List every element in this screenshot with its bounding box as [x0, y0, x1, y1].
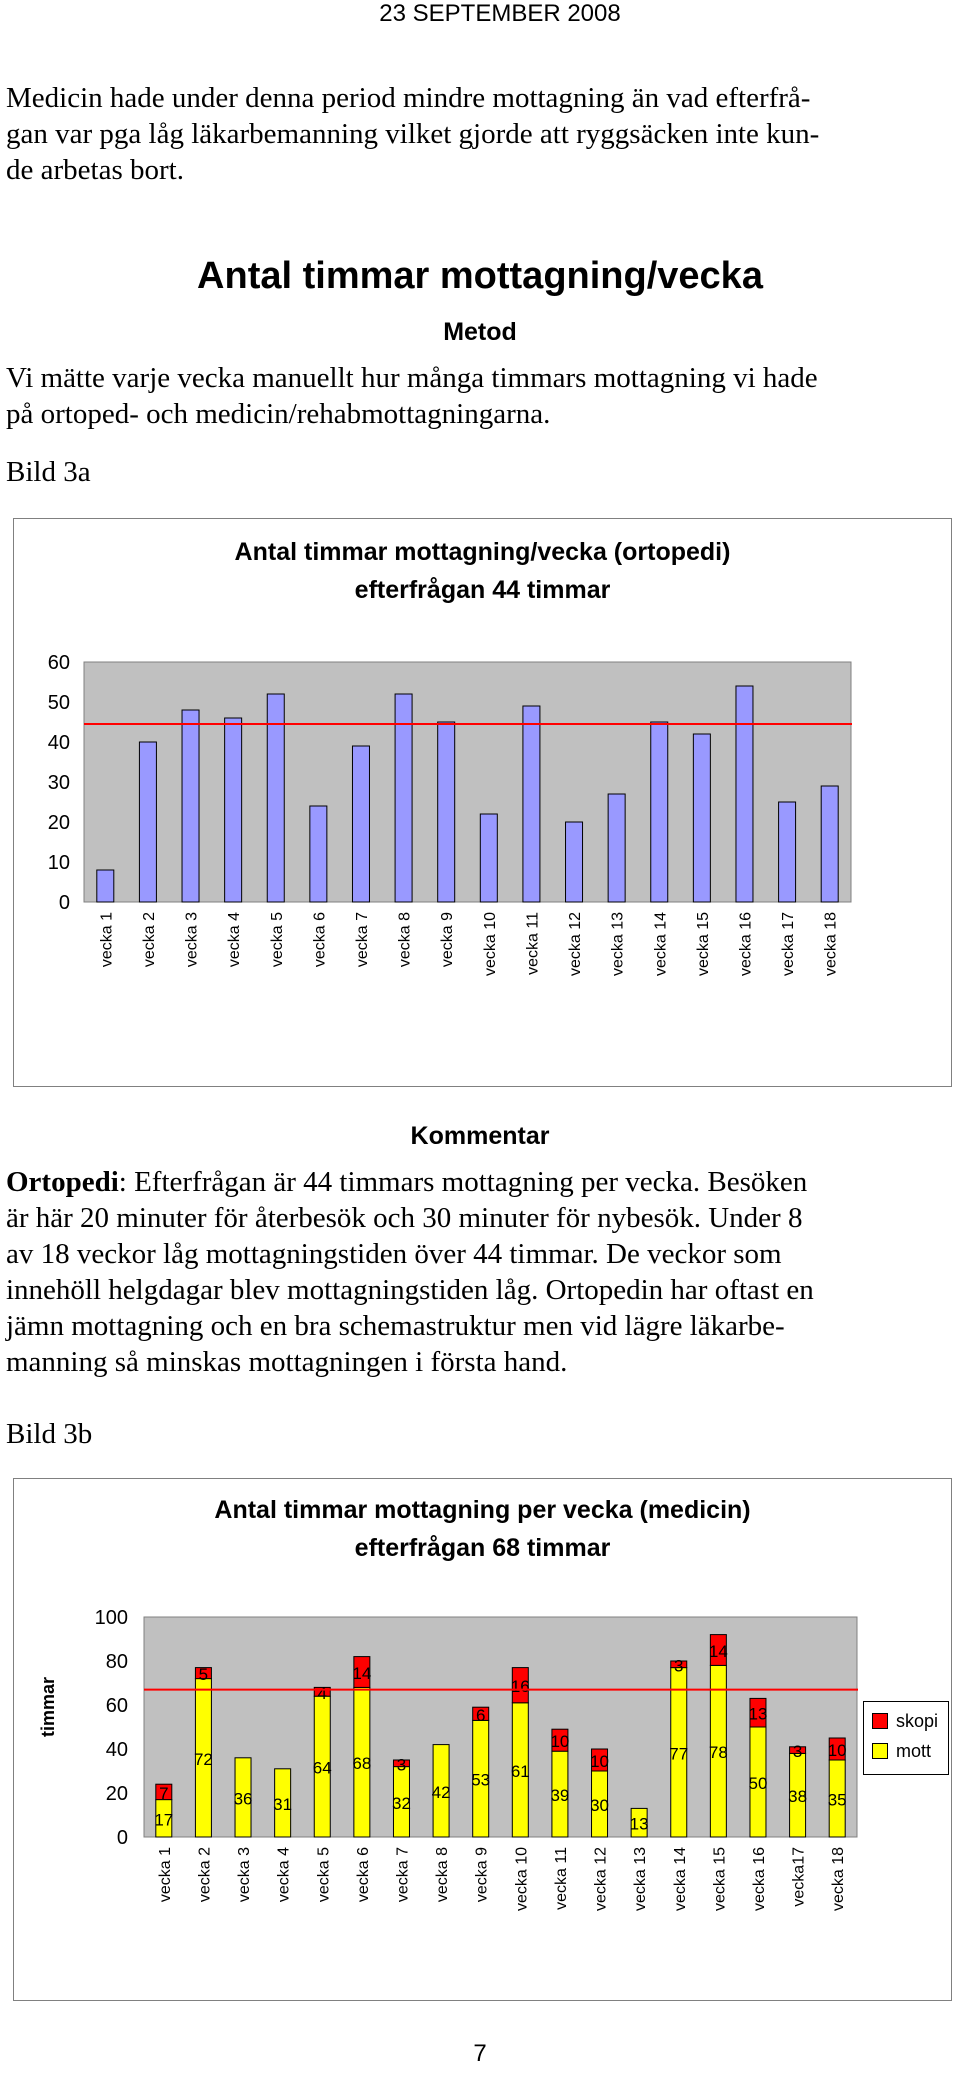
- x-tick-label: vecka 6: [311, 912, 329, 968]
- x-tick-label: vecka 16: [737, 912, 755, 977]
- y-tick-label: 10: [47, 852, 70, 874]
- intro-line: Medicin hade under denna period mindre mottagning än vad efterfrå-: [6, 82, 811, 114]
- legend-label-skopi: skopi: [896, 1710, 939, 1731]
- data-label-mott: 42: [431, 1782, 451, 1802]
- x-tick-label: vecka 10: [481, 912, 499, 977]
- data-label-skopi: 6: [475, 1705, 486, 1725]
- method-line: på ortoped- och medicin/rehabmottagningarna.: [6, 398, 551, 430]
- section-title: Antal timmar mottagning/vecka: [197, 255, 763, 297]
- data-label-mott: 39: [550, 1786, 570, 1806]
- bar: [480, 814, 497, 902]
- comment-line-1: [6, 1164, 956, 1200]
- x-tick-label: vecka 17: [780, 912, 798, 977]
- comment-line: innehöll helgdagar blev mottagningstiden låg. Ortopedin har oftast en: [6, 1274, 814, 1306]
- legend-swatch-mott: [872, 1743, 888, 1759]
- bar: [523, 706, 540, 902]
- bar: [352, 746, 369, 902]
- x-tick-label: vecka 15: [711, 1847, 729, 1912]
- data-label-skopi: 14: [352, 1664, 372, 1683]
- comment-line: jämn mottagning och en bra schemastruktur men vid lägre läkarbe-: [6, 1310, 785, 1342]
- x-tick-label: vecka 6: [354, 1847, 372, 1903]
- x-tick-label: vecka 14: [671, 1847, 689, 1912]
- x-tick-label: vecka 5: [268, 912, 286, 968]
- data-label-mott: 35: [827, 1790, 847, 1810]
- data-label-skopi: 10: [827, 1741, 847, 1760]
- data-label-skopi: 16: [510, 1677, 530, 1697]
- x-tick-label: vecka 10: [513, 1847, 531, 1912]
- bar: [97, 870, 114, 902]
- data-label-skopi: 14: [708, 1642, 728, 1661]
- bar: [225, 718, 242, 902]
- figure-label-3b: Bild 3b: [6, 1418, 93, 1450]
- chart-title-line1: Antal timmar mottagning per vecka (medicin): [214, 1496, 751, 1524]
- x-tick-label: vecka 9: [439, 912, 457, 968]
- bar: [395, 694, 412, 902]
- legend-item-skopi: [864, 1706, 948, 1736]
- data-label-skopi: 7: [159, 1783, 169, 1803]
- x-tick-label: vecka 18: [830, 1847, 848, 1912]
- y-tick-label: 20: [105, 1783, 128, 1805]
- bar: [438, 722, 455, 902]
- data-label-skopi: 5: [198, 1665, 209, 1685]
- y-tick-label: 40: [47, 732, 70, 754]
- comment-line: av 18 veckor låg mottagningstiden över 44 timmar. De veckor som: [6, 1238, 782, 1270]
- x-tick-label: vecka 13: [609, 912, 627, 977]
- x-tick-label: vecka 18: [822, 912, 840, 977]
- data-label-skopi: 13: [748, 1704, 768, 1724]
- data-label-mott: 77: [669, 1744, 689, 1764]
- bar: [139, 742, 156, 902]
- data-label-mott: 30: [590, 1796, 609, 1815]
- comment-line: är här 20 minuter för återbesök och 30 minuter för nybesök. Under 8: [6, 1202, 803, 1234]
- data-label-skopi: 10: [590, 1752, 609, 1771]
- bar: [182, 710, 199, 902]
- bar: [693, 734, 710, 902]
- chart-medicin: [13, 1478, 952, 2001]
- chart-title-line1: Antal timmar mottagning/vecka (ortopedi): [234, 538, 731, 566]
- legend-item-mott: [864, 1736, 948, 1766]
- y-tick-label: 50: [47, 692, 70, 714]
- data-label-mott: 17: [154, 1810, 174, 1830]
- x-tick-label: vecka 11: [524, 912, 542, 975]
- x-tick-label: vecka 4: [226, 912, 244, 968]
- bar: [310, 806, 327, 902]
- x-tick-label: vecka 8: [434, 1847, 452, 1903]
- y-tick-label: 30: [47, 772, 70, 794]
- x-tick-label: vecka 5: [315, 1847, 333, 1903]
- data-label-skopi: 3: [792, 1742, 803, 1762]
- method-paragraph: [6, 360, 956, 432]
- comment-line: : Efterfrågan är 44 timmars mottagning per vecka. Besöken: [118, 1166, 808, 1198]
- bar: [736, 686, 753, 902]
- x-tick-label: vecka 7: [394, 1847, 412, 1903]
- data-label-mott: 36: [233, 1789, 253, 1809]
- y-tick-label: 60: [47, 652, 70, 674]
- x-tick-label: vecka 2: [140, 912, 158, 968]
- x-tick-label: vecka17: [790, 1847, 808, 1907]
- intro-paragraph: [6, 80, 956, 188]
- x-tick-label: vecka 16: [750, 1847, 768, 1912]
- legend-swatch-skopi: [872, 1713, 888, 1729]
- x-tick-label: vecka 12: [592, 1847, 610, 1912]
- chart-title-line2: efterfrågan 68 timmar: [354, 1534, 611, 1562]
- x-tick-label: vecka 12: [567, 912, 585, 977]
- y-tick-label: 20: [47, 812, 70, 834]
- legend-label-mott: mott: [896, 1740, 932, 1761]
- x-tick-label: vecka 15: [694, 912, 712, 977]
- x-tick-label: vecka 14: [652, 912, 670, 977]
- header-date: 23 SEPTEMBER 2008: [379, 0, 621, 27]
- data-label-mott: 78: [708, 1743, 728, 1763]
- y-tick-label: 0: [116, 1827, 128, 1849]
- comment-label: Ortopedi: [6, 1166, 119, 1198]
- x-tick-label: vecka 8: [396, 912, 414, 968]
- data-label-skopi: 3: [396, 1755, 407, 1775]
- data-label-mott: 68: [352, 1754, 372, 1774]
- x-tick-label: vecka 2: [196, 1847, 214, 1903]
- chart-ortopedi-svg: [14, 519, 951, 1086]
- x-tick-label: vecka 13: [632, 1847, 650, 1912]
- data-label-skopi: 4: [317, 1683, 327, 1703]
- bar: [821, 786, 838, 902]
- data-label-mott: 61: [510, 1761, 530, 1781]
- x-tick-label: vecka 1: [98, 912, 116, 968]
- bar: [779, 802, 796, 902]
- page-number: 7: [473, 2040, 487, 2067]
- intro-line: de arbetas bort.: [6, 154, 184, 186]
- y-tick-label: 40: [105, 1739, 128, 1761]
- bar: [267, 694, 284, 902]
- y-tick-label: 100: [94, 1607, 128, 1629]
- data-label-mott: 31: [273, 1794, 293, 1814]
- method-heading: Metod: [443, 318, 517, 346]
- intro-line: gan var pga låg läkarbemanning vilket gjorde att ryggsäcken inte kun-: [6, 118, 820, 150]
- chart-title-line2: efterfrågan 44 timmar: [354, 576, 611, 604]
- data-label-mott: 72: [193, 1749, 213, 1769]
- comment-heading: Kommentar: [410, 1122, 550, 1150]
- comment-line: manning så minskas mottagningen i första hand.: [6, 1346, 568, 1378]
- data-label-skopi: 10: [550, 1732, 570, 1752]
- figure-label-3a: Bild 3a: [6, 456, 91, 488]
- bar: [608, 794, 625, 902]
- chart-legend: [863, 1701, 949, 1775]
- data-label-mott: 50: [748, 1774, 768, 1793]
- x-tick-label: vecka 3: [236, 1847, 254, 1903]
- y-tick-label: 60: [105, 1695, 128, 1717]
- data-label-skopi: 3: [674, 1656, 684, 1676]
- chart-ortopedi: [13, 518, 952, 1087]
- x-tick-label: vecka 7: [353, 912, 371, 968]
- data-label-mott: 64: [312, 1758, 332, 1778]
- x-tick-label: vecka 1: [156, 1847, 174, 1903]
- x-tick-label: vecka 4: [275, 1847, 293, 1903]
- data-label-mott: 53: [471, 1770, 491, 1790]
- data-label-mott: 13: [629, 1814, 649, 1834]
- data-label-mott: 32: [392, 1793, 411, 1813]
- bar: [651, 722, 668, 902]
- data-label-mott: 38: [788, 1787, 808, 1807]
- chart-medicin-svg: [14, 1479, 951, 2000]
- bar: [566, 822, 583, 902]
- x-tick-label: vecka 3: [183, 912, 201, 968]
- x-tick-label: vecka 11: [552, 1847, 570, 1910]
- y-tick-label: 0: [58, 892, 70, 914]
- y-tick-label: 80: [105, 1651, 128, 1673]
- x-tick-label: vecka 9: [473, 1847, 491, 1903]
- comment-paragraph: [6, 1164, 956, 1380]
- y-axis-label: timmar: [38, 1676, 58, 1738]
- method-line: Vi mätte varje vecka manuellt hur många timmars mottagning vi hade: [6, 362, 818, 394]
